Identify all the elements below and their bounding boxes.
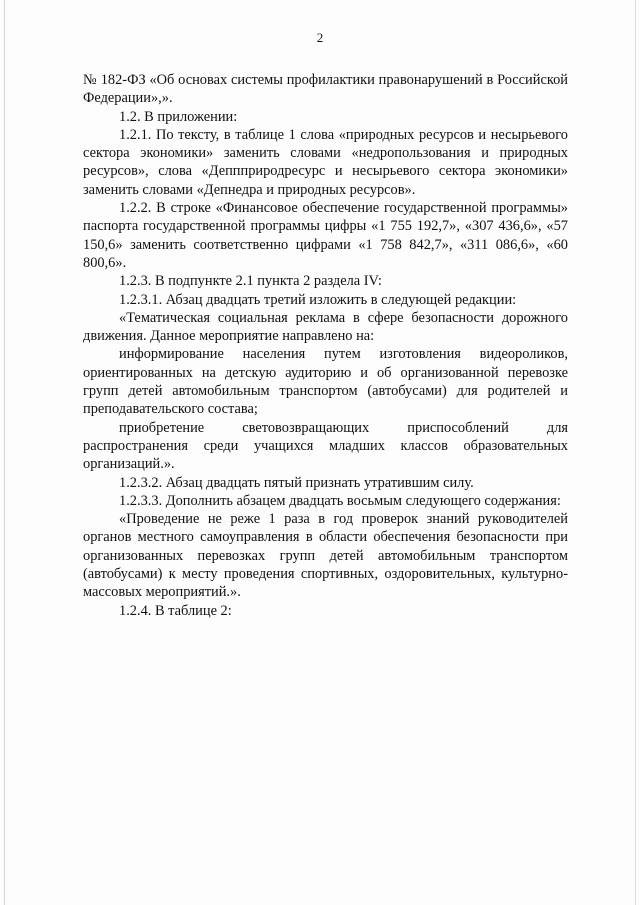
paragraph-1-2-3-3: 1.2.3.3. Дополнить абзацем двадцать восьмым следующего содержания:	[119, 492, 561, 509]
paragraph-1-2-3-2: 1.2.3.2. Абзац двадцать пятый признать утратившим силу.	[119, 474, 474, 491]
page-number: 2	[316, 30, 324, 45]
paragraph-quoted-knowledge-checks: «Проведение не реже 1 раза в год проверок знаний руководителей органов местного самоуправления в области обеспечения безопасности при организованных перевозках групп детей автомобильным транспортом (автобусами) к месту проведения спортивных, оздоровительных, культурно-массовых мероприятий.».	[83, 511, 568, 601]
scan-edge-left	[4, 0, 5, 905]
paragraph-quoted-social-advertising: «Тематическая социальная реклама в сфере безопасности дорожного движения. Данное мероприятие направлено на:	[83, 309, 568, 345]
paragraph-1-2: 1.2. В приложении:	[119, 108, 238, 125]
paragraph-1-2-3-1: 1.2.3.1. Абзац двадцать третий изложить в следующей редакции:	[119, 291, 517, 308]
paragraph-informing: информирование населения путем изготовления видеороликов, ориентированных на детскую аудиторию и об организованной перевозке групп детей автомобильным транспортом (автобусами) для родителей и преподавательского состава;	[83, 346, 568, 418]
paragraph-1-2-3: 1.2.3. В подпункте 2.1 пункта 2 раздела IV:	[119, 273, 382, 290]
paragraph-acquisition: приобретение световозвращающих приспособлений для распространения среди учащихся младших классов образовательных организаций.».	[83, 419, 568, 473]
document-body	[83, 71, 568, 620]
scan-edge-right	[635, 0, 636, 905]
paragraph-1-2-1: 1.2.1. По тексту, в таблице 1 слова «природных ресурсов и несырьевого сектора экономики» заменить словами «недропользования и природных ресурсов», слова «Деппприродресурс и несырьевого сектора экономики» заменить словами «Депнедра и природных ресурсов».	[83, 126, 568, 198]
paragraph-1-2-2: 1.2.2. В строке «Финансовое обеспечение государственной программы» паспорта государственной программы цифры «1 755 192,7», «307 436,6», «57 150,6» заменить соответственно цифрами «1 758 842,7», «311 086,6», «60 800,6».	[83, 200, 568, 271]
paragraph-law-reference-continuation: № 182-ФЗ «Об основах системы профилактики правонарушений в Российской Федерации»,».	[83, 72, 568, 107]
paragraph-1-2-4: 1.2.4. В таблице 2:	[119, 602, 232, 619]
